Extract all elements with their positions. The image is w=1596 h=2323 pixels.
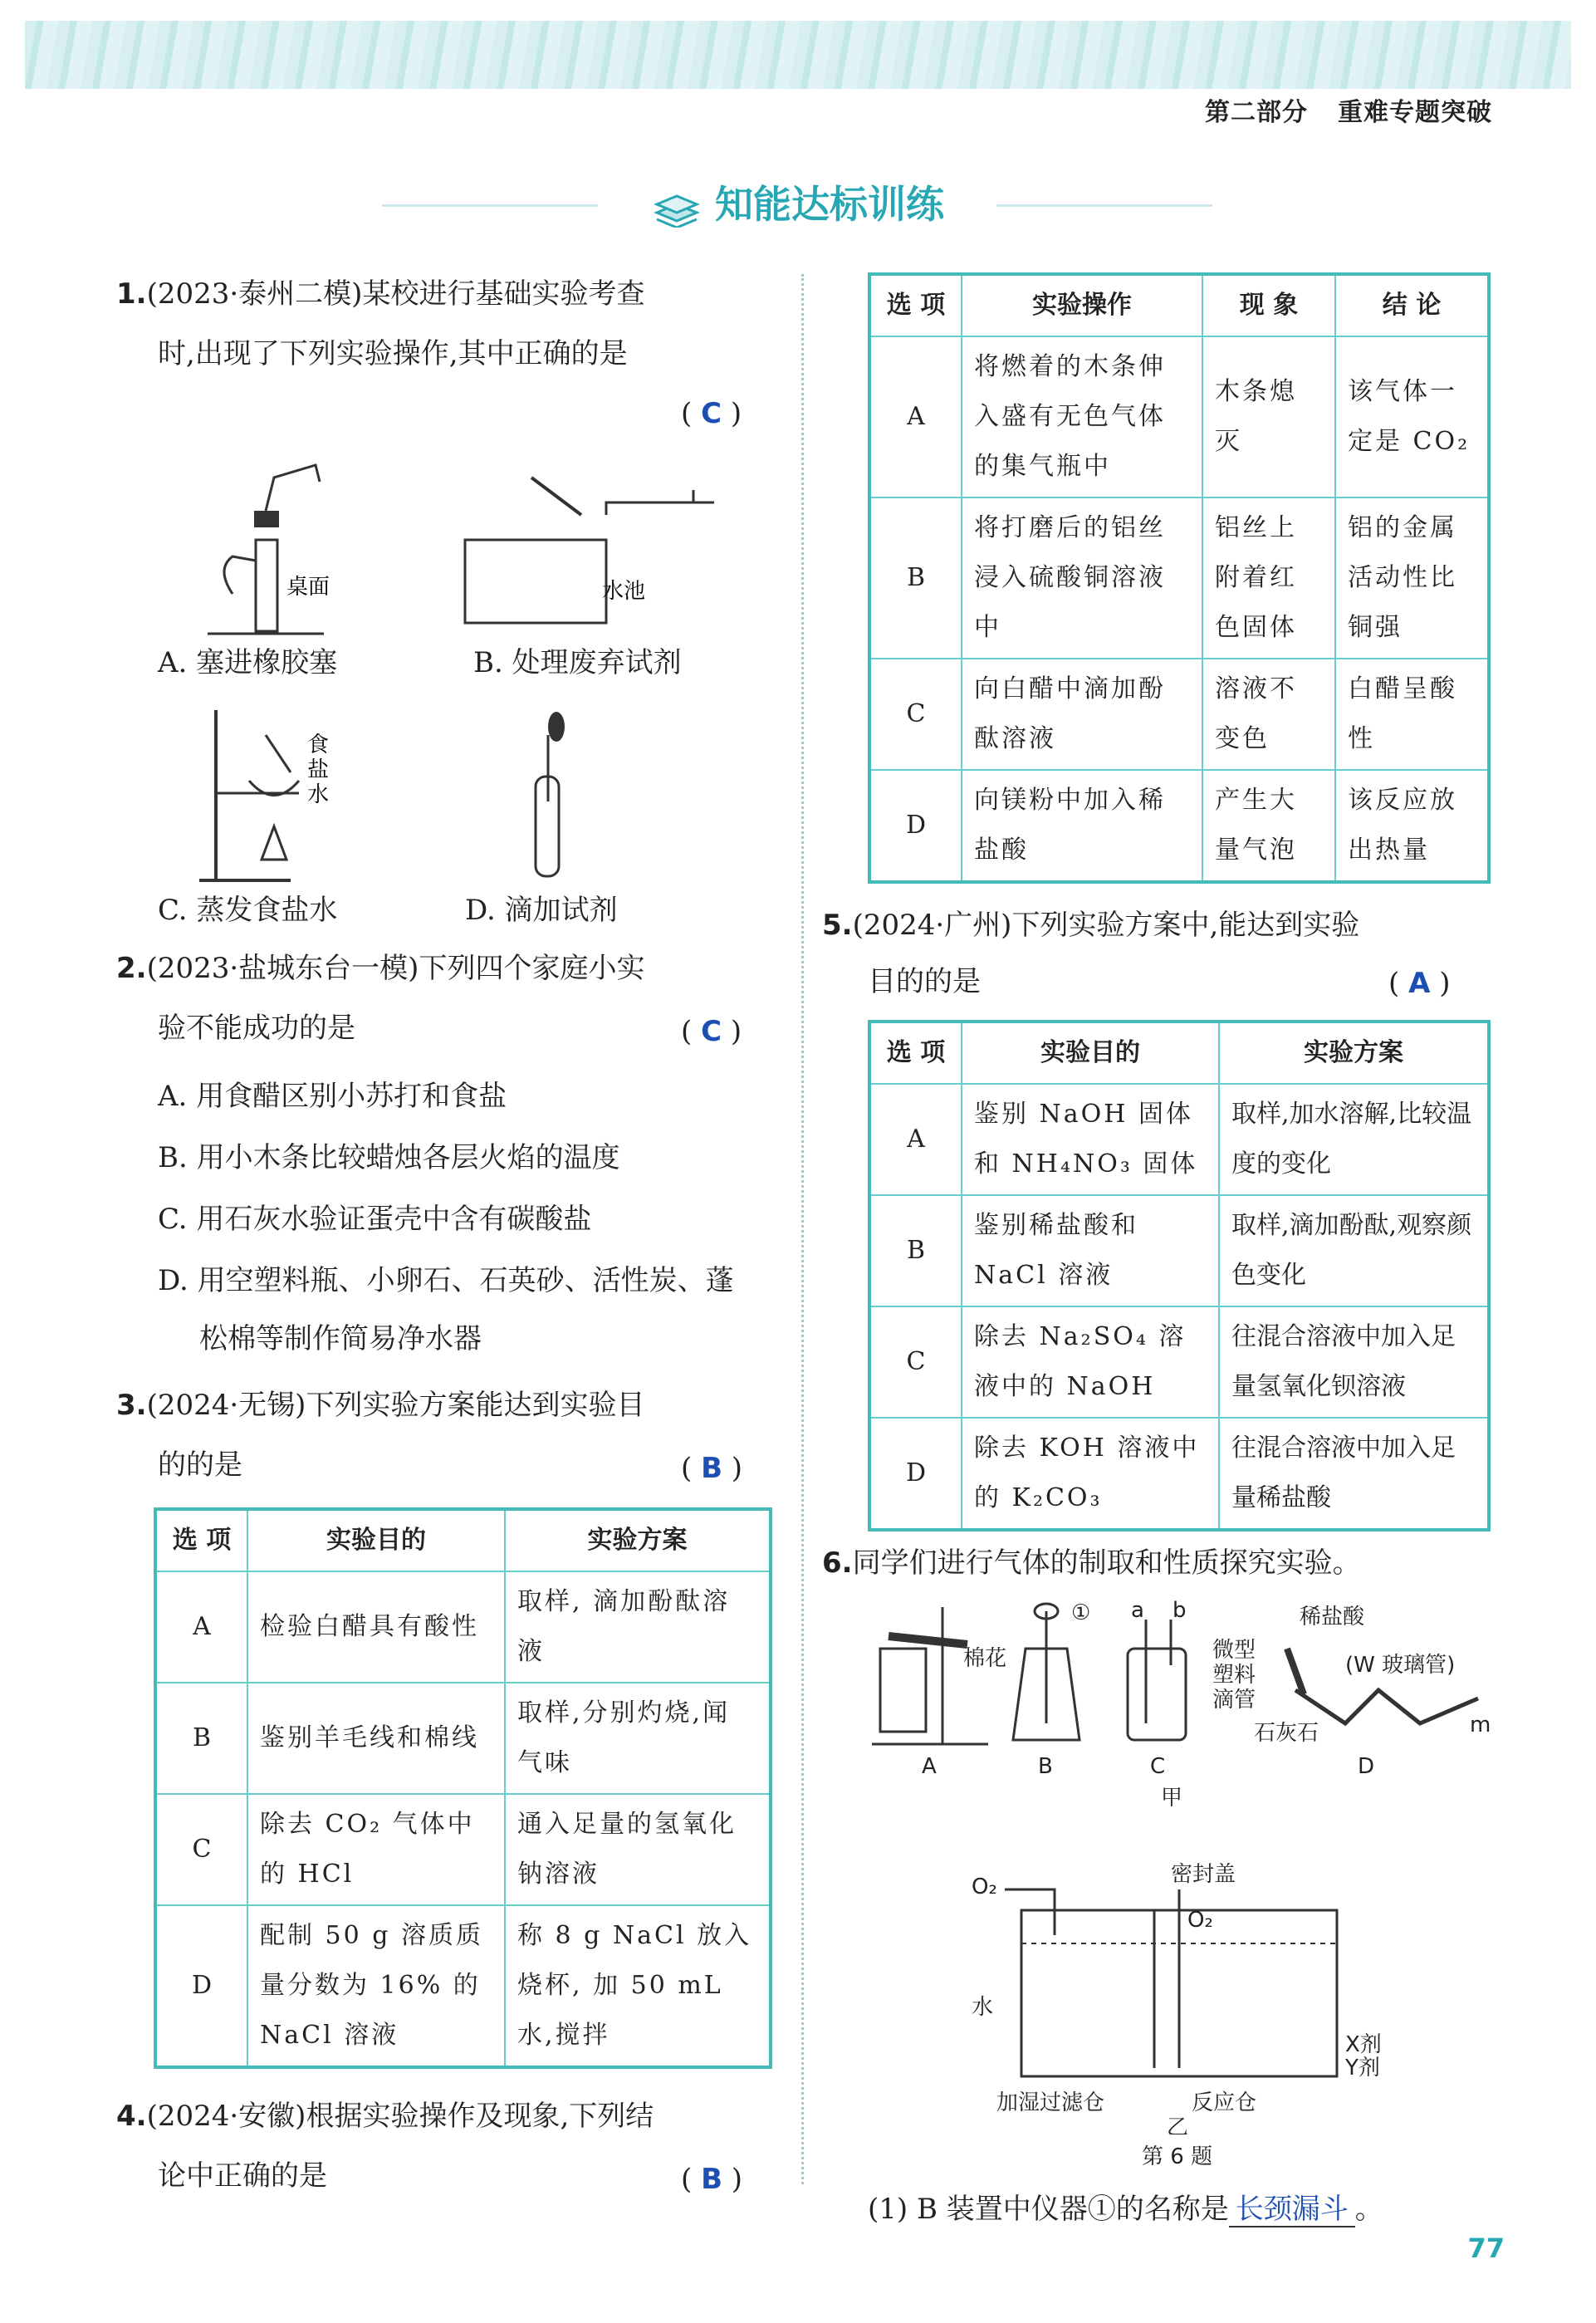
header-part: 第二部分 <box>1205 98 1308 127</box>
running-header <box>1175 91 1492 128</box>
row-option: A <box>869 1084 962 1195</box>
table-row <box>869 770 1489 882</box>
x-agent-label: X剂 <box>1345 2032 1382 2057</box>
q5-line2: 目的的是 <box>868 965 981 998</box>
row-conclusion: 该气体一定是 CO₂ <box>1335 336 1489 497</box>
row-goal: 除去 KOH 溶液中的 K₂CO₃ <box>962 1418 1219 1530</box>
row-plan: 取样,滴加酚酞,观察颜色变化 <box>1219 1195 1489 1306</box>
row-operation: 将燃着的木条伸入盛有无色气体的集气瓶中 <box>962 336 1202 497</box>
col-conclusion: 结 论 <box>1335 274 1489 336</box>
column-divider <box>801 274 804 2184</box>
micro-label-1: 微型 <box>1212 1638 1256 1663</box>
q6-stem <box>822 1533 1511 1593</box>
q4-line2: 论中正确的是 <box>158 2159 327 2193</box>
fig-d-label: D <box>1358 1754 1375 1779</box>
row-phenomenon: 铝丝上附着红色固体 <box>1202 497 1335 659</box>
o2-label-2: O₂ <box>1187 1908 1213 1933</box>
pool-label: 水池 <box>602 579 646 604</box>
q1-line2: 时,出现了下列实验操作,其中正确的是 <box>158 337 628 370</box>
q1-figure-cd <box>183 702 764 893</box>
q6-figure-caption: 第 6 题 <box>1142 2144 1213 2169</box>
table-row <box>869 1084 1489 1195</box>
q6-figure-jia <box>864 1599 1511 1806</box>
q2-answer: ( C ) <box>681 1015 742 1048</box>
y-agent-label: Y剂 <box>1345 2056 1380 2080</box>
lid-label: 密封盖 <box>1171 1862 1236 1887</box>
section-title <box>0 174 1596 229</box>
q2-option-d2: 松棉等制作简易净水器 <box>199 1322 482 1355</box>
col-goal: 实验目的 <box>247 1509 505 1571</box>
table-header-row <box>155 1509 771 1571</box>
col-option: 选 项 <box>869 274 962 336</box>
row-plan: 通入足量的氢氧化钠溶液 <box>505 1794 771 1905</box>
row-operation: 向镁粉中加入稀盐酸 <box>962 770 1202 882</box>
row-plan: 取样,加水溶解,比较温度的变化 <box>1219 1084 1489 1195</box>
q6-text: 同学们进行气体的制取和性质探究实验。 <box>852 1546 1361 1580</box>
table-header-row <box>869 274 1489 336</box>
row-goal: 除去 CO₂ 气体中的 HCl <box>247 1794 505 1905</box>
book-stack-icon <box>652 188 700 228</box>
q2-option-b: B. 用小木条比较蜡烛各层火焰的温度 <box>158 1141 620 1174</box>
col-plan: 实验方案 <box>505 1509 771 1571</box>
row-option: D <box>869 1418 962 1530</box>
q2-option-d1: D. 用空塑料瓶、小卵石、石英砂、活性炭、蓬 <box>158 1264 734 1297</box>
q1-answer: ( C ) <box>681 397 742 430</box>
row-option: B <box>869 497 962 659</box>
water-label: 水 <box>972 1995 994 2020</box>
row-conclusion: 铝的金属活动性比铜强 <box>1335 497 1489 659</box>
row-plan: 取样, 滴加酚酞溶液 <box>505 1571 771 1683</box>
row-goal: 鉴别羊毛线和棉线 <box>247 1683 505 1794</box>
section-title-text: 知能达标训练 <box>715 182 944 227</box>
row-phenomenon: 产生大量气泡 <box>1202 770 1335 882</box>
w-tube-label: (W 玻璃管) <box>1345 1653 1456 1678</box>
b-label: b <box>1173 1599 1187 1623</box>
fig-b-label: B <box>1038 1754 1053 1779</box>
row-option: C <box>155 1794 247 1905</box>
q1-option-d: D. 滴加试剂 <box>465 894 618 927</box>
row-phenomenon: 溶液不变色 <box>1202 659 1335 770</box>
table-row <box>155 1905 771 2067</box>
table-row <box>869 336 1489 497</box>
q1-stem <box>116 264 781 324</box>
limestone-label: 石灰石 <box>1254 1721 1319 1746</box>
q3-answer: ( B ) <box>681 1452 743 1485</box>
micro-label-3: 滴管 <box>1212 1688 1256 1713</box>
row-plan: 取样,分别灼烧,闻气味 <box>505 1683 771 1794</box>
q5-answer: ( A ) <box>1388 967 1451 1000</box>
fig-a-label: A <box>922 1754 937 1779</box>
table-row <box>869 1418 1489 1530</box>
q1-option-c: C. 蒸发食盐水 <box>158 894 338 927</box>
q1-number: 1. <box>116 277 147 311</box>
row-plan: 往混合溶液中加入足量氢氧化钡溶液 <box>1219 1306 1489 1418</box>
q3-table <box>154 1507 772 2069</box>
m-label: m <box>1470 1713 1491 1737</box>
q5-line1: (2024·广州)下列实验方案中,能达到实验 <box>852 909 1360 942</box>
col-plan: 实验方案 <box>1219 1022 1489 1084</box>
a-label: a <box>1131 1599 1144 1623</box>
cotton-label: 棉花 <box>963 1646 1007 1671</box>
table-row <box>869 1306 1489 1418</box>
q5-table <box>868 1020 1491 1532</box>
q4-answer-letter: B <box>701 2163 722 2196</box>
salt-label-3: 水 <box>307 782 330 807</box>
row-goal: 检验白醋具有酸性 <box>247 1571 505 1683</box>
q2-answer-letter: C <box>701 1015 722 1048</box>
row-conclusion: 白醋呈酸性 <box>1335 659 1489 770</box>
q3-stem <box>116 1375 781 1435</box>
q1-option-b: B. 处理废弃试剂 <box>473 646 682 679</box>
desk-label: 桌面 <box>286 575 330 600</box>
q4-answer: ( B ) <box>681 2163 743 2196</box>
row-goal: 配制 50 g 溶质质量分数为 16% 的 NaCl 溶液 <box>247 1905 505 2067</box>
table-row <box>155 1571 771 1683</box>
row-option: B <box>155 1683 247 1794</box>
row-option: C <box>869 1306 962 1418</box>
header-title: 重难专题突破 <box>1338 98 1492 127</box>
row-operation: 将打磨后的铝丝浸入硫酸铜溶液中 <box>962 497 1202 659</box>
col-phenomenon: 现 象 <box>1202 274 1335 336</box>
table-row <box>155 1683 771 1794</box>
q6-sub1-prefix: (1) B 装置中仪器①的名称是 <box>868 2193 1229 2226</box>
filter-chamber-label: 加湿过滤仓 <box>996 2090 1105 2115</box>
table-row <box>869 1195 1489 1306</box>
q2-line2: 验不能成功的是 <box>158 1012 355 1045</box>
q1-figure-ab <box>183 453 764 644</box>
row-goal: 鉴别稀盐酸和 NaCl 溶液 <box>962 1195 1219 1306</box>
q3-line1: (2024·无锡)下列实验方案能达到实验目 <box>146 1389 645 1422</box>
col-operation: 实验操作 <box>962 274 1202 336</box>
q6-sub1-suffix: 。 <box>1354 2193 1383 2226</box>
q2-option-a: A. 用食醋区别小苏打和食盐 <box>158 1080 507 1113</box>
yi-label: 乙 <box>1167 2115 1189 2134</box>
salt-label-1: 食 <box>307 733 330 757</box>
header-band <box>25 21 1571 89</box>
q5-number: 5. <box>822 909 853 942</box>
col-option: 选 项 <box>869 1022 962 1084</box>
q3-line2: 的的是 <box>158 1448 242 1482</box>
fig-c-label: C <box>1150 1754 1166 1779</box>
jia-label: 甲 <box>1161 1786 1183 1806</box>
col-option: 选 项 <box>155 1509 247 1571</box>
row-operation: 向白醋中滴加酚酞溶液 <box>962 659 1202 770</box>
table-header-row <box>869 1022 1489 1084</box>
q6-sub1 <box>868 2179 1532 2239</box>
row-plan: 往混合溶液中加入足量稀盐酸 <box>1219 1418 1489 1530</box>
salt-label-2: 盐 <box>307 757 330 782</box>
q3-number: 3. <box>116 1389 147 1422</box>
row-option: D <box>155 1905 247 2067</box>
q1-answer-letter: C <box>701 397 722 430</box>
reaction-chamber-label: 反应仓 <box>1192 2090 1257 2115</box>
q2-number: 2. <box>116 952 147 985</box>
row-option: A <box>869 336 962 497</box>
q6-number: 6. <box>822 1546 853 1580</box>
row-option: A <box>155 1571 247 1683</box>
row-plan: 称 8 g NaCl 放入烧杯, 加 50 mL 水,搅拌 <box>505 1905 771 2067</box>
row-goal: 鉴别 NaOH 固体和 NH₄NO₃ 固体 <box>962 1084 1219 1195</box>
table-row <box>869 497 1489 659</box>
page-number: 77 <box>1467 2232 1505 2264</box>
q2-line1: (2023·盐城东台一模)下列四个家庭小实 <box>146 952 645 985</box>
row-conclusion: 该反应放出热量 <box>1335 770 1489 882</box>
row-goal: 除去 Na₂SO₄ 溶液中的 NaOH <box>962 1306 1219 1418</box>
row-phenomenon: 木条熄灭 <box>1202 336 1335 497</box>
q2-option-c: C. 用石灰水验证蛋壳中含有碳酸盐 <box>158 1203 592 1236</box>
q6-figure-yi <box>972 1860 1403 2134</box>
table-row <box>155 1794 771 1905</box>
o2-label-1: O₂ <box>972 1875 997 1899</box>
q4-table <box>868 272 1491 884</box>
table-row <box>869 659 1489 770</box>
q5-stem <box>822 895 1511 955</box>
circle-1-label: ① <box>1071 1600 1091 1625</box>
q4-number: 4. <box>116 2100 147 2133</box>
q3-answer-letter: B <box>701 1452 722 1485</box>
q1-line1: (2023·泰州二模)某校进行基础实验考查 <box>146 277 645 311</box>
q1-option-a: A. 塞进橡胶塞 <box>158 646 338 679</box>
row-option: B <box>869 1195 962 1306</box>
acid-label: 稀盐酸 <box>1300 1605 1365 1630</box>
micro-label-2: 塑料 <box>1212 1663 1256 1688</box>
col-goal: 实验目的 <box>962 1022 1219 1084</box>
row-option: C <box>869 659 962 770</box>
q5-answer-letter: A <box>1408 967 1431 1000</box>
q6-sub1-answer: 长颈漏斗 <box>1229 2193 1355 2227</box>
row-option: D <box>869 770 962 882</box>
q2-stem <box>116 939 781 998</box>
q4-line1: (2024·安徽)根据实验操作及现象,下列结 <box>146 2100 654 2133</box>
q4-stem <box>116 2086 781 2146</box>
